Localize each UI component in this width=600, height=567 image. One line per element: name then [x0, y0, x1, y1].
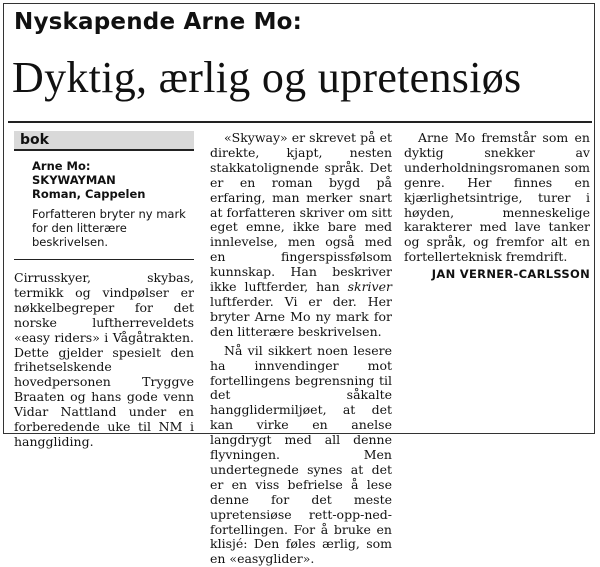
- column-2: [210, 131, 392, 567]
- paragraph-3-start: [210, 344, 392, 567]
- paragraph-4: Arne Mo fremstår som en dyktig snekker av underholdningsromanen som genre. Her finnes en kjærlighetsintrige, turer i høyden, menneskelige karakterer med lave tanker og språk, og fremfor alt en fortellerteknisk fremdrift.: [404, 130, 590, 265]
- headline: Dyktig, ærlig og upretensiøs: [12, 53, 522, 102]
- book-info: [32, 159, 194, 201]
- column-1: [14, 131, 194, 450]
- byline: JAN VERNER-CARLSSON: [431, 267, 590, 282]
- paragraph-2: [210, 131, 392, 340]
- paragraph-2-text: «Skyway» er skrevet på et direkte, kjapt, nesten stakkatolignende språk. Det er en roman bygd på erfaring, man merker snart at forfatteren skriver om sitt eget emne, ikke bare med innlevelse, men også med en fingerspissfølsom kunnskap. Han beskriver ikke luftferder, han: [210, 130, 392, 295]
- kicker: Nyskapende Arne Mo:: [14, 9, 303, 35]
- divider: [14, 259, 194, 260]
- book-author: Arne Mo:: [32, 159, 91, 173]
- column-3: [404, 131, 590, 282]
- section-tag: bok: [14, 131, 194, 151]
- paragraph-2-emphasis: skriver: [347, 279, 392, 295]
- paragraph-3-text: Nå vil sikkert noen lesere ha innvendinger mot fortellingens begrensning til det såkalte hangglidermiljøet, at det kan virke en anelse langdrygt med all denne flyvningen. Men undertegnede synes at det er en viss befrielse å lese denne for det meste upretensiøse rett-opp-ned-fortellingen. For å bruke en klisjé: Den føles ærlig, som en «easyglider».: [210, 342, 392, 567]
- paragraph-2-end: luftferder. Vi er der. Her bryter Arne Mo ny mark for den litterære beskrivelsen.: [210, 293, 392, 339]
- paragraph-1: Cirrusskyer, skybas, termikk og vindpølser er nøkkelbegreper for det norske luftherreveldets «easy riders» i Vågåtrakten. Dette gjelder spesielt den frihetselskende hovedpersonen Tryggve Braaten og hans gode venn Vidar Nattland under en forberedende uke til NM i hanggliding.: [14, 270, 194, 449]
- book-title: SKYWAYMAN: [32, 173, 116, 187]
- divider: [8, 121, 592, 123]
- book-genre-publisher: Roman, Cappelen: [32, 187, 146, 201]
- book-description: Forfatteren bryter ny mark for den litterære beskrivelsen.: [32, 207, 186, 249]
